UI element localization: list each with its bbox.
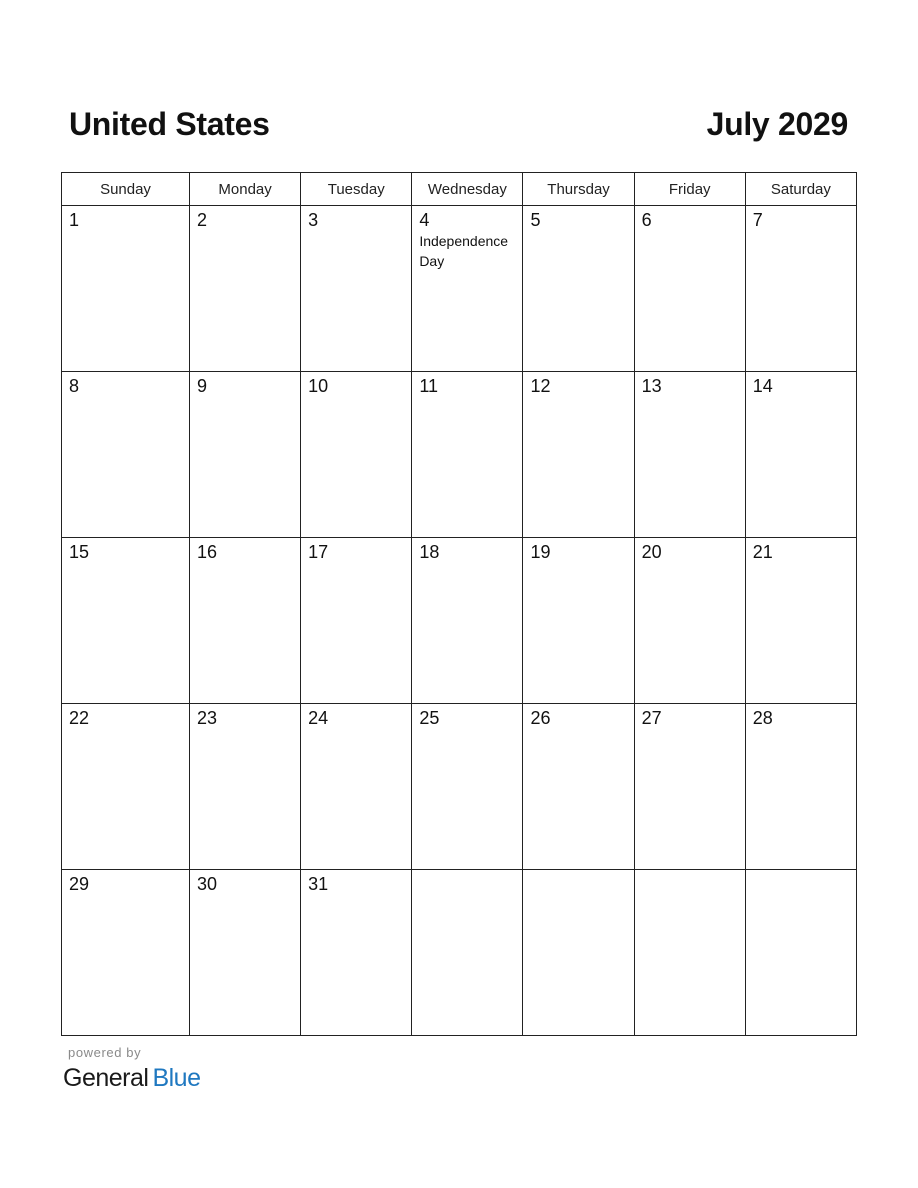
day-number: 7 bbox=[752, 210, 763, 230]
day-cell-empty bbox=[634, 870, 745, 1036]
day-cell bbox=[634, 538, 745, 704]
day-number: 6 bbox=[641, 210, 652, 230]
day-cell bbox=[62, 372, 190, 538]
day-cell bbox=[190, 206, 301, 372]
day-cell bbox=[301, 538, 412, 704]
day-number: 17 bbox=[308, 542, 329, 562]
day-cell bbox=[190, 704, 301, 870]
day-cell bbox=[301, 704, 412, 870]
day-number: 21 bbox=[752, 542, 773, 562]
weekday-saturday: Saturday bbox=[745, 173, 856, 206]
day-number: 13 bbox=[641, 376, 662, 396]
day-cell bbox=[634, 372, 745, 538]
day-cell bbox=[523, 538, 634, 704]
day-cell bbox=[62, 538, 190, 704]
day-cell bbox=[523, 704, 634, 870]
day-cell bbox=[301, 870, 412, 1036]
day-number: 22 bbox=[69, 708, 90, 728]
day-number: 8 bbox=[69, 376, 80, 396]
day-cell-empty bbox=[523, 870, 634, 1036]
day-number: 5 bbox=[530, 210, 541, 230]
day-cell bbox=[412, 538, 523, 704]
day-cell bbox=[634, 704, 745, 870]
page-title-country: United States bbox=[69, 106, 270, 142]
day-cell bbox=[62, 206, 190, 372]
day-cell bbox=[301, 372, 412, 538]
day-cell-empty bbox=[745, 870, 856, 1036]
day-cell bbox=[745, 372, 856, 538]
brand-blue-text: Blue bbox=[152, 1064, 201, 1092]
day-cell bbox=[301, 206, 412, 372]
day-number: 11 bbox=[419, 376, 438, 396]
calendar-grid bbox=[61, 172, 857, 1036]
day-number: 30 bbox=[197, 874, 218, 894]
day-cell bbox=[62, 870, 190, 1036]
day-number: 14 bbox=[752, 376, 773, 396]
page-title-month: July 2029 bbox=[706, 106, 848, 142]
day-cell bbox=[745, 206, 856, 372]
day-number bbox=[523, 870, 633, 873]
day-cell bbox=[190, 870, 301, 1036]
day-number: 12 bbox=[530, 376, 551, 396]
day-number: 20 bbox=[641, 542, 662, 562]
day-number bbox=[412, 870, 522, 873]
weekday-thursday: Thursday bbox=[523, 173, 634, 206]
day-number: 25 bbox=[419, 708, 440, 728]
day-number: 16 bbox=[197, 542, 218, 562]
week-row bbox=[62, 538, 857, 704]
footer-branding bbox=[63, 1045, 201, 1095]
day-number: 26 bbox=[530, 708, 551, 728]
day-cell bbox=[634, 206, 745, 372]
day-number: 28 bbox=[752, 708, 773, 728]
weekday-monday: Monday bbox=[190, 173, 301, 206]
day-cell bbox=[412, 372, 523, 538]
day-number bbox=[635, 870, 745, 873]
weekday-tuesday: Tuesday bbox=[301, 173, 412, 206]
day-number: 3 bbox=[308, 210, 319, 230]
weekday-sunday: Sunday bbox=[62, 173, 190, 206]
day-number: 23 bbox=[197, 708, 218, 728]
day-cell bbox=[412, 704, 523, 870]
day-cell bbox=[745, 538, 856, 704]
day-number bbox=[746, 870, 856, 873]
day-cell bbox=[62, 704, 190, 870]
weekday-wednesday: Wednesday bbox=[412, 173, 523, 206]
weekday-header-row bbox=[62, 173, 857, 206]
day-cell bbox=[190, 538, 301, 704]
day-cell bbox=[523, 372, 634, 538]
day-number: 29 bbox=[69, 874, 90, 894]
weekday-friday: Friday bbox=[634, 173, 745, 206]
day-number: 18 bbox=[419, 542, 440, 562]
day-cell-empty bbox=[412, 870, 523, 1036]
day-number: 2 bbox=[197, 210, 208, 230]
day-number: 24 bbox=[308, 708, 329, 728]
week-row bbox=[62, 372, 857, 538]
holiday-label: Independence Day bbox=[419, 233, 509, 269]
brand-logo[interactable] bbox=[63, 1061, 201, 1095]
week-row bbox=[62, 206, 857, 372]
day-number: 10 bbox=[308, 376, 329, 396]
day-number: 31 bbox=[308, 874, 329, 894]
brand-general-text: General bbox=[63, 1064, 149, 1092]
week-row bbox=[62, 704, 857, 870]
day-number: 27 bbox=[641, 708, 662, 728]
day-number: 19 bbox=[530, 542, 551, 562]
powered-by-text: powered by bbox=[68, 1045, 142, 1060]
day-cell bbox=[190, 372, 301, 538]
week-row bbox=[62, 870, 857, 1036]
day-number: 15 bbox=[69, 542, 90, 562]
day-cell bbox=[745, 704, 856, 870]
day-cell bbox=[412, 206, 523, 372]
day-number: 4 bbox=[419, 210, 430, 230]
day-cell bbox=[523, 206, 634, 372]
day-number: 1 bbox=[69, 210, 80, 230]
day-number: 9 bbox=[197, 376, 208, 396]
